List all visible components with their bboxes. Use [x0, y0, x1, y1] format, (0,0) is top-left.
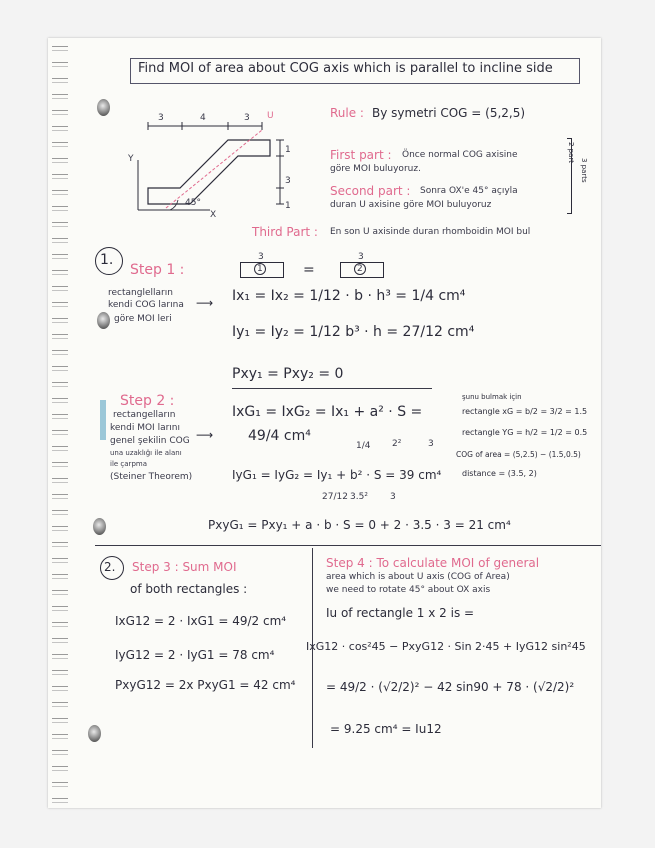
ixg-equation: IxG₁ = IxG₂ = Ix₁ + a² · S =: [232, 404, 423, 420]
first-part-label: First part :: [330, 148, 392, 162]
pxyg-equation: PxyG₁ = Pxy₁ + a · b · S = 0 + 2 · 3.5 · 3 = 21 cm⁴: [208, 518, 511, 532]
dim-label: 3: [244, 113, 250, 123]
ix-equation: Ix₁ = Ix₂ = 1/12 · b · h³ = 1/4 cm⁴: [232, 288, 466, 304]
section-separator: [95, 545, 601, 546]
punch-hole: [97, 99, 110, 116]
sub-value: 27/12: [322, 492, 348, 502]
step1-note: kendi COG larına: [108, 300, 184, 310]
x-axis-label: X: [210, 210, 217, 220]
step2-note: kendi MOI larını: [110, 423, 180, 433]
arrow: ⟶: [196, 428, 214, 442]
ixg-value: 49/4 cm⁴: [248, 428, 311, 444]
step4-text: area which is about U axis (COG of Area): [326, 572, 510, 582]
page-title: Find MOI of area about COG axis which is parallel to incline side: [138, 61, 553, 76]
dim-label: 3: [285, 176, 291, 186]
figure-drawing: [110, 110, 310, 220]
step2-note: una uzaklığı ile alanı: [110, 449, 182, 457]
sub-value: 1/4: [356, 441, 371, 451]
first-part-text: göre MOI buluyoruz.: [330, 164, 421, 174]
underline: [232, 388, 432, 389]
calc-note: distance = (3.5, 2): [462, 469, 537, 478]
punch-hole: [93, 518, 106, 535]
pxyg12-equation: PxyG12 = 2x PxyG1 = 42 cm⁴: [115, 678, 296, 692]
step3-subtitle: of both rectangles :: [130, 582, 248, 596]
calc-note: rectangle YG = h/2 = 1/2 = 0.5: [462, 428, 588, 437]
sub-value: 3: [390, 492, 396, 502]
dim-label: 1: [285, 145, 291, 155]
step4-text: we need to rotate 45° about OX axis: [326, 585, 491, 595]
step2-note: ile çarpma: [110, 460, 147, 468]
punch-hole: [97, 312, 110, 329]
rect-width: 3: [258, 252, 264, 262]
step2-note: genel şekilin COG: [110, 436, 190, 446]
section-number: 1.: [100, 252, 114, 268]
step2-note: rectangelların: [113, 410, 176, 420]
pxy-equation: Pxy₁ = Pxy₂ = 0: [232, 366, 344, 382]
step3-title: Step 3 : Sum MOI: [132, 560, 237, 574]
sticky-tab: [100, 400, 106, 440]
cross-section-figure: [110, 110, 310, 220]
sub-value: 2²: [392, 439, 402, 449]
third-part-label: Third Part :: [252, 225, 318, 239]
iy-equation: Iy₁ = Iy₂ = 1/12 b³ · h = 27/12 cm⁴: [232, 324, 475, 340]
rect-index: 2: [354, 263, 366, 275]
final-result: = 9.25 cm⁴ = Iu12: [330, 722, 442, 736]
calc-note: COG of area = (5,2.5) − (1.5,0.5): [456, 450, 581, 459]
rect-width: 3: [358, 252, 364, 262]
section-number: 2.: [104, 560, 116, 574]
iu-line: Iu of rectangle 1 x 2 is =: [326, 606, 475, 620]
side-note: 3 parts: [580, 158, 588, 183]
sub-value: 3: [428, 439, 434, 449]
rect-index: 1: [254, 263, 266, 275]
dim-label: 4: [200, 113, 206, 123]
sub-value: 3.5²: [350, 492, 368, 502]
substitution: = 49/2 · (√2/2)² − 42 sin90 + 78 · (√2/2)²: [326, 680, 575, 694]
third-part-text: En son U axisinde duran rhomboidin MOI bul: [330, 227, 531, 237]
u-axis-label: U: [267, 111, 274, 121]
ixg12-equation: IxG12 = 2 · IxG1 = 49/2 cm⁴: [115, 614, 287, 628]
step4-title: Step 4 : To calculate MOI of general: [326, 556, 540, 570]
dim-label: 1: [285, 201, 291, 211]
calc-note: şunu bulmak için: [462, 393, 522, 401]
second-part-label: Second part :: [330, 184, 411, 198]
step2-title: Step 2 :: [120, 393, 175, 409]
rotation-formula: IxG12 · cos²45 − PxyG12 · Sin 2·45 + IyG12 sin²45: [306, 640, 586, 653]
step1-note: rectanglelların: [108, 288, 173, 298]
punch-hole: [88, 725, 101, 742]
dim-label: 3: [158, 113, 164, 123]
step1-title: Step 1 :: [130, 262, 185, 278]
iyg-equation: IyG₁ = IyG₂ = Iy₁ + b² · S = 39 cm⁴: [232, 468, 442, 482]
calc-note: rectangle xG = b/2 = 3/2 = 1.5: [462, 407, 588, 416]
second-part-text: Sonra OX'e 45° açıyla: [420, 186, 518, 196]
iyg12-equation: IyG12 = 2 · IyG1 = 78 cm⁴: [115, 648, 275, 662]
y-axis-label: Y: [128, 154, 134, 164]
equals-sign: =: [303, 262, 315, 278]
step1-note: göre MOI leri: [114, 314, 172, 324]
arrow: ⟶: [196, 296, 214, 310]
angle-label: 45°: [185, 198, 201, 208]
step2-note: (Steiner Theorem): [110, 472, 193, 482]
second-part-text: duran U axisine göre MOI buluyoruz: [330, 200, 492, 210]
first-part-text: Önce normal COG axisine: [402, 150, 518, 160]
side-note: 2 part: [567, 142, 575, 164]
rule-label: Rule :: [330, 106, 364, 120]
rule-text: By symetri COG = (5,2,5): [372, 106, 526, 120]
